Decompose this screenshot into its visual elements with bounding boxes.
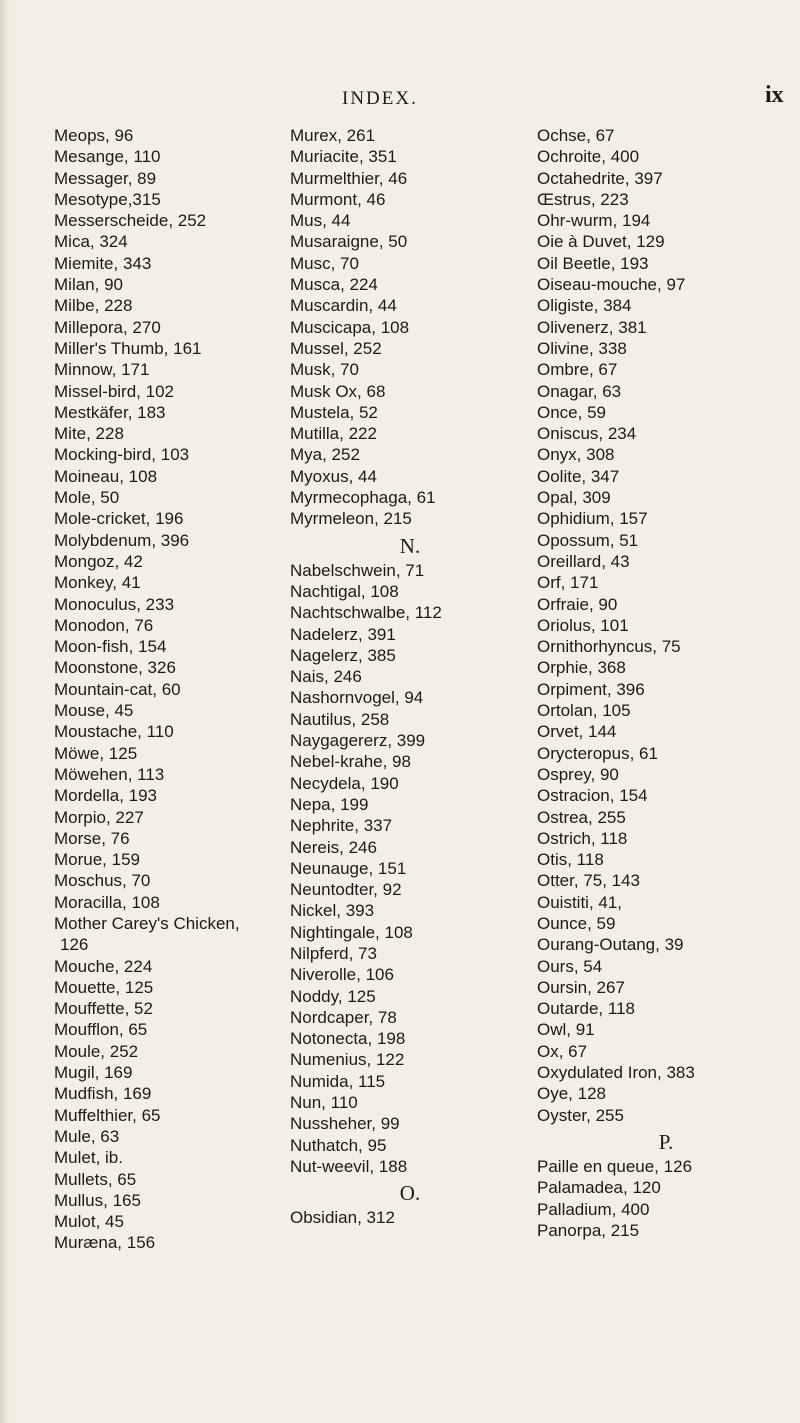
index-entry: Otis, 118 — [537, 850, 604, 870]
index-entry: Morpio, 227 — [54, 807, 144, 827]
index-entry: Mestkäfer, 183 — [54, 402, 166, 422]
index-entry: Millepora, 270 — [54, 317, 161, 337]
index-entry: Moustache, 110 — [54, 722, 174, 742]
index-entry: Nussheher, 99 — [290, 1114, 400, 1134]
index-entry: Nickel, 393 — [290, 901, 375, 921]
index-entry: Ortolan, 105 — [537, 701, 631, 721]
index-entry: Mugil, 169 — [54, 1063, 133, 1083]
index-column-1 — [54, 125, 284, 1254]
index-entry: Ombre, 67 — [537, 360, 618, 380]
index-entry: Moule, 252 — [54, 1041, 139, 1061]
index-entry: Onagar, 63 — [537, 381, 622, 401]
index-entry: Ochse, 67 — [537, 126, 615, 145]
index-entry: Ophidium, 157 — [537, 509, 648, 529]
index-entry: Messerscheide, 252 — [54, 211, 207, 231]
index-entry: Moineau, 108 — [54, 466, 158, 486]
index-entry: Numenius, 122 — [290, 1050, 405, 1070]
index-entry: Oolite, 347 — [537, 466, 620, 486]
index-entry: Minnow, 171 — [54, 360, 150, 380]
index-entry: Mullets, 65 — [54, 1169, 137, 1189]
index-entry: Oursin, 267 — [537, 977, 625, 997]
index-entry: Milan, 90 — [54, 275, 123, 295]
index-entry: Obsidian, 312 — [290, 1208, 395, 1228]
index-entry: Osprey, 90 — [537, 764, 619, 784]
index-entry: Ostracion, 154 — [537, 786, 648, 806]
index-entry: Monoculus, 233 — [54, 594, 175, 614]
index-entry: Mica, 324 — [54, 232, 128, 252]
index-entry: Mya, 252 — [290, 445, 360, 465]
index-entry: Orvet, 144 — [537, 722, 617, 742]
page-number: ix — [765, 82, 784, 108]
index-entry: Mutilla, 222 — [290, 424, 377, 444]
index-entry: Opossum, 51 — [537, 530, 639, 550]
index-entry: Mussel, 252 — [290, 338, 382, 358]
index-entry: Möwehen, 113 — [54, 764, 165, 784]
index-entry: Mongoz, 42 — [54, 551, 143, 571]
index-entry: Ox, 67 — [537, 1041, 588, 1061]
index-entry: Musk Ox, 68 — [290, 381, 386, 401]
index-entry: Oreillard, 43 — [537, 551, 630, 571]
index-column-2 — [290, 125, 530, 1229]
index-entry: Murmelthier, 46 — [290, 168, 408, 188]
index-entry: Möwe, 125 — [54, 743, 138, 763]
running-header — [0, 82, 800, 122]
index-entry: Muriacite, 351 — [290, 147, 397, 167]
index-entry: Oligiste, 384 — [537, 296, 632, 316]
index-entry: Muffelthier, 65 — [54, 1105, 161, 1125]
index-column-3 — [537, 125, 795, 1241]
index-entry: Niverolle, 106 — [290, 965, 394, 985]
index-entry: Mother Carey's Chicken, — [54, 913, 240, 933]
index-entry: Mouette, 125 — [54, 977, 154, 997]
section-letter-o: O. — [399, 1181, 421, 1206]
index-entry: Nashornvogel, 94 — [290, 688, 424, 708]
index-entry: Murex, 261 — [290, 126, 376, 145]
index-entry: Muræna, 156 — [54, 1233, 156, 1253]
index-entry: Ostrich, 118 — [537, 828, 628, 848]
index-entry: Owl, 91 — [537, 1020, 595, 1040]
index-entry: Meops, 96 — [54, 126, 134, 145]
index-entry: Naygagererz, 399 — [290, 731, 426, 751]
index-entry: Mesange, 110 — [54, 147, 161, 167]
section-letter-n: N. — [399, 533, 421, 558]
index-entry: Nereis, 246 — [290, 837, 377, 857]
index-entry: Ours, 54 — [537, 956, 603, 976]
index-entry: Oriolus, 101 — [537, 615, 629, 635]
index-entry: Miller's Thumb, 161 — [54, 338, 202, 358]
index-entry: Nephrite, 337 — [290, 816, 393, 836]
index-entry: Milbe, 228 — [54, 296, 133, 316]
index-entry: Notonecta, 198 — [290, 1029, 406, 1049]
index-entry: Olivine, 338 — [537, 338, 627, 358]
index-entry: Mouche, 224 — [54, 956, 153, 976]
index-entry: Musc, 70 — [290, 253, 359, 273]
index-entry: Myoxus, 44 — [290, 466, 377, 486]
index-entry: Palladium, 400 — [537, 1199, 650, 1219]
index-entry: Monkey, 41 — [54, 573, 141, 593]
index-entry: Mulot, 45 — [54, 1212, 124, 1232]
index-entry: Orycteropus, 61 — [537, 743, 658, 763]
index-entry: Nadelerz, 391 — [290, 624, 396, 644]
index-entry: Moon-fish, 154 — [54, 637, 167, 657]
index-entry: Palamadea, 120 — [537, 1178, 661, 1198]
index-entry: Moufflon, 65 — [54, 1020, 148, 1040]
index-entry: Nachtigal, 108 — [290, 581, 399, 601]
index-entry: Musk, 70 — [290, 360, 359, 380]
index-entry: Mouse, 45 — [54, 701, 134, 721]
index-entry: Ourang-Outang, 39 — [537, 935, 684, 955]
index-entry: Opal, 309 — [537, 488, 611, 508]
index-entry: Panorpa, 215 — [537, 1220, 640, 1240]
index-entry: Morue, 159 — [54, 850, 140, 870]
index-entry: Moschus, 70 — [54, 871, 151, 891]
index-entry: Nachtschwalbe, 112 — [290, 603, 442, 623]
index-entry: Outarde, 118 — [537, 999, 635, 1019]
index-entry: Mouffette, 52 — [54, 999, 153, 1019]
index-entry: Mordella, 193 — [54, 786, 158, 806]
index-entry: Missel-bird, 102 — [54, 381, 174, 401]
index-entry: Noddy, 125 — [290, 986, 376, 1006]
index-entry: Nordcaper, 78 — [290, 1007, 397, 1027]
index-entry: Nais, 246 — [290, 667, 362, 687]
index-entry: Once, 59 — [537, 402, 606, 422]
index-entry: Nuthatch, 95 — [290, 1135, 387, 1155]
index-entry: 126 — [60, 935, 89, 955]
index-entry: Nautilus, 258 — [290, 709, 390, 729]
index-entry: Mustela, 52 — [290, 402, 378, 422]
index-entry: Numida, 115 — [290, 1071, 386, 1091]
index-entry: Mulet, ib. — [54, 1148, 123, 1168]
index-entry: Neunauge, 151 — [290, 858, 407, 878]
index-entry: Orphie, 368 — [537, 658, 626, 678]
index-entry: Ornithorhyncus, 75 — [537, 637, 681, 657]
index-entry: Mullus, 165 — [54, 1190, 141, 1210]
index-entry: Oil Beetle, 193 — [537, 253, 649, 273]
index-entry: Messager, 89 — [54, 168, 157, 188]
page-title: INDEX. — [342, 88, 418, 109]
index-entry: Octahedrite, 397 — [537, 168, 663, 188]
index-entry: Oye, 128 — [537, 1084, 606, 1104]
index-entry: Myrmecophaga, 61 — [290, 488, 436, 508]
index-entry: Nabelschwein, 71 — [290, 560, 425, 580]
index-entry: Morse, 76 — [54, 828, 130, 848]
index-entry: Moracilla, 108 — [54, 892, 160, 912]
index-entry: Molybdenum, 396 — [54, 530, 190, 550]
index-entry: Murmont, 46 — [290, 189, 386, 209]
index-entry: Oie à Duvet, 129 — [537, 232, 665, 252]
index-entry: Nebel-krahe, 98 — [290, 752, 411, 772]
index-entry: Oniscus, 234 — [537, 424, 637, 444]
index-entry: Otter, 75, 143 — [537, 871, 641, 891]
index-entry: Mule, 63 — [54, 1126, 120, 1146]
index-entry: Musca, 224 — [290, 275, 378, 295]
index-entry: Mudfish, 169 — [54, 1084, 152, 1104]
index-entry: Nepa, 199 — [290, 794, 369, 814]
index-entry: Orpiment, 396 — [537, 679, 645, 699]
index-entry: Ohr-wurm, 194 — [537, 211, 651, 231]
index-entry: Miemite, 343 — [54, 253, 152, 273]
index-entry: Muscicapa, 108 — [290, 317, 410, 337]
index-entry: Moonstone, 326 — [54, 658, 176, 678]
index-entry: Paille en queue, 126 — [537, 1156, 693, 1176]
index-entry: Myrmeleon, 215 — [290, 509, 412, 529]
index-entry: Necydela, 190 — [290, 773, 399, 793]
index-entry: Orf, 171 — [537, 573, 599, 593]
page-edge-shadow — [0, 0, 10, 1423]
index-entry: Mesotype,315 — [54, 189, 161, 209]
index-entry: Ounce, 59 — [537, 913, 616, 933]
index-entry: Oiseau-mouche, 97 — [537, 275, 686, 295]
index-entry: Muscardin, 44 — [290, 296, 397, 316]
index-entry: Nagelerz, 385 — [290, 645, 396, 665]
index-entry: Neuntodter, 92 — [290, 880, 402, 900]
index-entry: Nun, 110 — [290, 1093, 358, 1113]
index-entry: Nilpferd, 73 — [290, 943, 377, 963]
index-entry: Oyster, 255 — [537, 1105, 624, 1125]
index-entry: Mite, 228 — [54, 424, 124, 444]
section-letter-p: P. — [658, 1129, 674, 1154]
index-entry: Musaraigne, 50 — [290, 232, 408, 252]
index-entry: Mole-cricket, 196 — [54, 509, 184, 529]
index-entry: Mountain-cat, 60 — [54, 679, 181, 699]
index-entry: Ostrea, 255 — [537, 807, 626, 827]
index-entry: Mus, 44 — [290, 211, 351, 231]
index-entry: Oxydulated Iron, 383 — [537, 1063, 695, 1083]
index-entry: Mocking-bird, 103 — [54, 445, 190, 465]
index-entry: Orfraie, 90 — [537, 594, 618, 614]
index-entry: Onyx, 308 — [537, 445, 615, 465]
index-entry: Ouistiti, 41, — [537, 892, 623, 912]
index-entry: Nightingale, 108 — [290, 922, 413, 942]
index-entry: Nut-weevil, 188 — [290, 1156, 408, 1176]
index-entry: Mole, 50 — [54, 488, 120, 508]
index-entry: Monodon, 76 — [54, 615, 154, 635]
index-entry: Ochroite, 400 — [537, 147, 640, 167]
index-entry: Œstrus, 223 — [537, 189, 629, 209]
index-entry: Olivenerz, 381 — [537, 317, 647, 337]
